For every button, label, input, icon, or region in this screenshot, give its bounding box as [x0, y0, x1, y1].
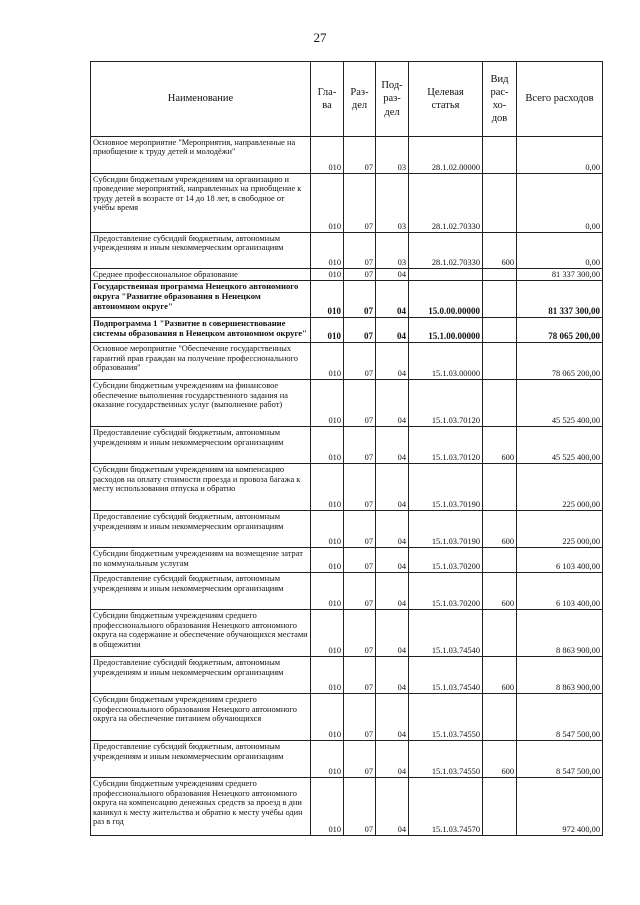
header-section: Раз- дел — [344, 62, 376, 137]
cell-section: 07 — [344, 343, 376, 380]
cell-chapter: 010 — [311, 511, 344, 548]
cell-chapter: 010 — [311, 281, 344, 318]
cell-section: 07 — [344, 269, 376, 281]
table-row — [91, 573, 603, 610]
header-chapter: Гла- ва — [311, 62, 344, 137]
table-row — [91, 778, 603, 836]
cell-total: 0,00 — [517, 233, 603, 269]
cell-section: 07 — [344, 137, 376, 174]
cell-name: Государственная программа Ненецкого автономного округа "Развитие образования в Ненецком автономном округе" — [91, 281, 311, 318]
cell-chapter: 010 — [311, 694, 344, 741]
cell-name: Субсидии бюджетным учреждениям среднего профессионального образования Ненецкого автономного округа на обеспечение питанием обучающихся — [91, 694, 311, 741]
cell-name: Субсидии бюджетным учреждениям на компенсацию расходов на оплату стоимости проезда и провоза багажа к месту использования отпуска и обратно — [91, 464, 311, 511]
cell-chapter: 010 — [311, 269, 344, 281]
cell-expense-type — [483, 548, 517, 573]
table-row — [91, 137, 603, 174]
table-row — [91, 548, 603, 573]
cell-name: Основное мероприятие "Обеспечение государственных гарантий прав граждан на получение профессионального образования" — [91, 343, 311, 380]
cell-subsection: 04 — [376, 427, 409, 464]
cell-name: Предоставление субсидий бюджетным, автономным учреждениям и иным некоммерческим организациям — [91, 573, 311, 610]
cell-section: 07 — [344, 511, 376, 548]
cell-name: Подпрограмма 1 "Развитие в совершенствование системы образования в Ненецком автономном округе" — [91, 318, 311, 343]
table-row — [91, 281, 603, 318]
cell-total: 45 525 400,00 — [517, 380, 603, 427]
cell-name: Основное мероприятие "Мероприятия, направленные на приобщение к труду детей и молодёжи" — [91, 137, 311, 174]
cell-target: 15.1.03.74570 — [409, 778, 483, 836]
cell-section: 07 — [344, 548, 376, 573]
cell-chapter: 010 — [311, 741, 344, 778]
cell-subsection: 04 — [376, 657, 409, 694]
cell-target: 28.1.02.70330 — [409, 233, 483, 269]
cell-expense-type: 600 — [483, 657, 517, 694]
cell-name: Предоставление субсидий бюджетным, автономным учреждениям и иным некоммерческим организациям — [91, 741, 311, 778]
cell-section: 07 — [344, 318, 376, 343]
cell-target: 15.1.03.70190 — [409, 464, 483, 511]
cell-expense-type: 600 — [483, 511, 517, 548]
cell-chapter: 010 — [311, 318, 344, 343]
cell-chapter: 010 — [311, 464, 344, 511]
cell-target: 15.1.03.70120 — [409, 380, 483, 427]
cell-section: 07 — [344, 778, 376, 836]
cell-chapter: 010 — [311, 548, 344, 573]
table-row — [91, 380, 603, 427]
cell-expense-type — [483, 281, 517, 318]
table-row — [91, 657, 603, 694]
cell-name: Субсидии бюджетным учреждениям среднего профессионального образования Ненецкого автономного округа на содержание и обеспечение обучающихся местами в общежитии — [91, 610, 311, 657]
cell-target: 15.1.03.70120 — [409, 427, 483, 464]
cell-target: 15.1.00.00000 — [409, 318, 483, 343]
cell-expense-type — [483, 137, 517, 174]
table-row — [91, 694, 603, 741]
cell-section: 07 — [344, 427, 376, 464]
cell-subsection: 04 — [376, 610, 409, 657]
cell-section: 07 — [344, 610, 376, 657]
table-row — [91, 511, 603, 548]
cell-chapter: 010 — [311, 610, 344, 657]
cell-target: 28.1.02.70330 — [409, 174, 483, 233]
cell-total: 0,00 — [517, 137, 603, 174]
cell-expense-type: 600 — [483, 741, 517, 778]
cell-target: 15.1.03.74540 — [409, 610, 483, 657]
cell-subsection: 03 — [376, 233, 409, 269]
cell-expense-type — [483, 343, 517, 380]
cell-target: 15.1.03.74550 — [409, 694, 483, 741]
cell-target: 15.1.03.00000 — [409, 343, 483, 380]
table-body — [91, 137, 603, 836]
cell-total: 972 400,00 — [517, 778, 603, 836]
cell-expense-type: 600 — [483, 427, 517, 464]
table-row — [91, 233, 603, 269]
cell-expense-type — [483, 610, 517, 657]
cell-section: 07 — [344, 233, 376, 269]
cell-chapter: 010 — [311, 233, 344, 269]
cell-target — [409, 269, 483, 281]
cell-chapter: 010 — [311, 573, 344, 610]
cell-target: 15.1.03.74540 — [409, 657, 483, 694]
cell-chapter: 010 — [311, 778, 344, 836]
header-expense-type: Вид рас- хо- дов — [483, 62, 517, 137]
cell-total: 6 103 400,00 — [517, 548, 603, 573]
cell-subsection: 04 — [376, 318, 409, 343]
table-row — [91, 464, 603, 511]
cell-chapter: 010 — [311, 174, 344, 233]
cell-total: 8 547 500,00 — [517, 694, 603, 741]
cell-expense-type — [483, 380, 517, 427]
cell-subsection: 04 — [376, 464, 409, 511]
table-row — [91, 318, 603, 343]
cell-section: 07 — [344, 380, 376, 427]
header-total: Всего расходов — [517, 62, 603, 137]
table-row — [91, 269, 603, 281]
cell-name: Предоставление субсидий бюджетным, автономным учреждениям и иным некоммерческим организациям — [91, 233, 311, 269]
cell-section: 07 — [344, 573, 376, 610]
table-row — [91, 427, 603, 464]
cell-chapter: 010 — [311, 343, 344, 380]
cell-section: 07 — [344, 174, 376, 233]
cell-name: Субсидии бюджетным учреждениям на организацию и проведение мероприятий, направленных на приобщение к труду детей в возрасте от 14 до 18 лет, в свободное от учёбы время — [91, 174, 311, 233]
header-target: Целевая статья — [409, 62, 483, 137]
cell-subsection: 04 — [376, 778, 409, 836]
cell-name: Субсидии бюджетным учреждениям на финансовое обеспечение выполнения государственного задания на оказание государственных услуг (выполнение работ) — [91, 380, 311, 427]
cell-section: 07 — [344, 464, 376, 511]
cell-subsection: 04 — [376, 511, 409, 548]
cell-chapter: 010 — [311, 427, 344, 464]
cell-subsection: 03 — [376, 174, 409, 233]
budget-table — [90, 61, 603, 836]
page-number: 27 — [313, 30, 327, 45]
cell-total: 225 000,00 — [517, 464, 603, 511]
cell-expense-type — [483, 778, 517, 836]
cell-subsection: 04 — [376, 343, 409, 380]
cell-target: 15.1.03.74550 — [409, 741, 483, 778]
table-row — [91, 174, 603, 233]
cell-total: 78 065 200,00 — [517, 343, 603, 380]
cell-section: 07 — [344, 741, 376, 778]
cell-total: 45 525 400,00 — [517, 427, 603, 464]
cell-subsection: 04 — [376, 269, 409, 281]
cell-target: 15.1.03.70200 — [409, 573, 483, 610]
cell-section: 07 — [344, 657, 376, 694]
cell-name: Предоставление субсидий бюджетным, автономным учреждениям и иным некоммерческим организациям — [91, 657, 311, 694]
table-header-row — [91, 62, 603, 137]
cell-chapter: 010 — [311, 137, 344, 174]
cell-subsection: 04 — [376, 380, 409, 427]
header-name: Наименование — [91, 62, 311, 137]
cell-subsection: 04 — [376, 573, 409, 610]
cell-name: Предоставление субсидий бюджетным, автономным учреждениям и иным некоммерческим организациям — [91, 511, 311, 548]
cell-name: Субсидии бюджетным учреждениям среднего профессионального образования Ненецкого автономного округа на компенсацию денежных средств за проезд в дни каникул к месту жительства и обратно к месту учёбы один раз в год — [91, 778, 311, 836]
cell-target: 15.0.00.00000 — [409, 281, 483, 318]
cell-total: 8 547 500,00 — [517, 741, 603, 778]
cell-name: Субсидии бюджетным учреждениям на возмещение затрат по коммунальным услугам — [91, 548, 311, 573]
cell-expense-type — [483, 174, 517, 233]
cell-target: 15.1.03.70200 — [409, 548, 483, 573]
cell-expense-type: 600 — [483, 573, 517, 610]
cell-expense-type — [483, 694, 517, 741]
cell-section: 07 — [344, 281, 376, 318]
cell-subsection: 04 — [376, 694, 409, 741]
cell-subsection: 04 — [376, 281, 409, 318]
cell-expense-type — [483, 269, 517, 281]
cell-total: 78 065 200,00 — [517, 318, 603, 343]
cell-chapter: 010 — [311, 380, 344, 427]
cell-name: Среднее профессиональное образование — [91, 269, 311, 281]
cell-section: 07 — [344, 694, 376, 741]
table-row — [91, 610, 603, 657]
cell-expense-type — [483, 464, 517, 511]
cell-target: 28.1.02.00000 — [409, 137, 483, 174]
cell-chapter: 010 — [311, 657, 344, 694]
cell-target: 15.1.03.70190 — [409, 511, 483, 548]
cell-total: 225 000,00 — [517, 511, 603, 548]
cell-total: 6 103 400,00 — [517, 573, 603, 610]
cell-total: 8 863 900,00 — [517, 610, 603, 657]
cell-subsection: 03 — [376, 137, 409, 174]
cell-expense-type — [483, 318, 517, 343]
table-row — [91, 741, 603, 778]
cell-total: 0,00 — [517, 174, 603, 233]
header-subsection: Под- раз- дел — [376, 62, 409, 137]
cell-total: 8 863 900,00 — [517, 657, 603, 694]
cell-total: 81 337 300,00 — [517, 281, 603, 318]
cell-name: Предоставление субсидий бюджетным, автономным учреждениям и иным некоммерческим организациям — [91, 427, 311, 464]
cell-subsection: 04 — [376, 548, 409, 573]
cell-total: 81 337 300,00 — [517, 269, 603, 281]
cell-subsection: 04 — [376, 741, 409, 778]
table-row — [91, 343, 603, 380]
cell-expense-type: 600 — [483, 233, 517, 269]
